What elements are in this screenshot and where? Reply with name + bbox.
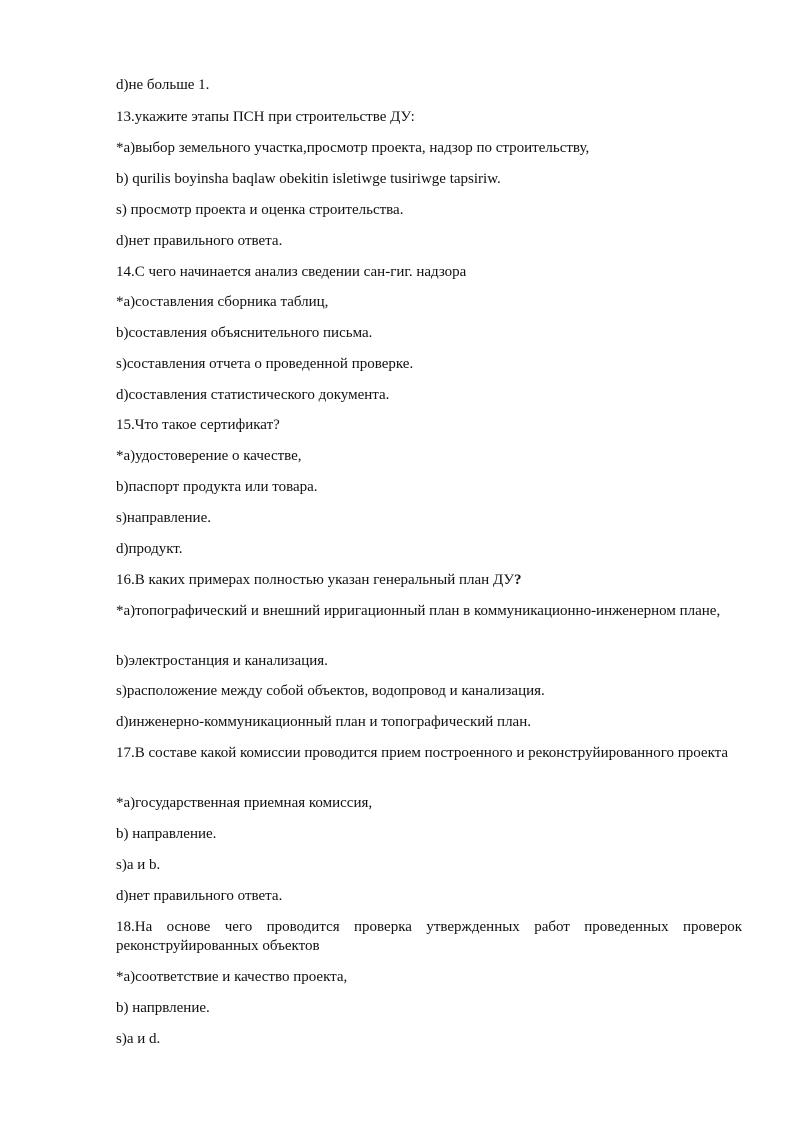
- question-17: 17.В составе какой комиссии проводится прием построенного и реконструйированного проекта: [116, 745, 729, 761]
- answer-a-q18: *а)соответствие и качество проекта,: [116, 969, 348, 985]
- answer-b-q17: b) направление.: [116, 826, 217, 842]
- answer-d-q15: d)продукт.: [116, 541, 183, 557]
- answer-s-q15: s)направление.: [116, 510, 211, 526]
- answer-d-q17: d)нет правильного ответа.: [116, 888, 283, 904]
- answer-a-q16: *а)топографический и внешний ирригационный план в коммуникационно-инженерном плане,: [116, 603, 721, 619]
- answer-s-q16: s)расположение между собой объектов, водопровод и канализация.: [116, 683, 545, 699]
- answer-d-q14: d)составления статистического документа.: [116, 387, 390, 403]
- answer-b-q16: b)электростанция и канализация.: [116, 653, 328, 669]
- question-13: 13.укажите этапы ПСН при строительстве ДУ:: [116, 109, 415, 125]
- question-16: [116, 571, 742, 590]
- answer-d-q12: d)не больше 1.: [116, 77, 210, 93]
- question-18: 18.На основе чего проводится проверка утвержденных работ проведенных проверок реконструйированных объектов: [116, 919, 742, 954]
- question-16-text: 16.В каких примерах полностью указан генеральный план ДУ: [116, 572, 514, 588]
- question-14: 14.С чего начинается анализ сведении сан-гиг. надзора: [116, 264, 467, 280]
- answer-b-q13: b) qurilis boyinsha baqlaw obekitin isletiwge tusiriwge tapsiriw.: [116, 171, 501, 187]
- question-16-mark: ?: [513, 572, 522, 588]
- answer-s-q17: s)a и b.: [116, 857, 161, 873]
- answer-s-q13: s) просмотр проекта и оценка строительства.: [116, 202, 404, 218]
- answer-b-q14: b)составления объяснительного письма.: [116, 325, 373, 341]
- answer-b-q18: b) напрвление.: [116, 1000, 210, 1016]
- answer-b-q15: b)паспорт продукта или товара.: [116, 479, 318, 495]
- answer-d-q13: d)нет правильного ответа.: [116, 233, 283, 249]
- answer-s-q18: s)a и d.: [116, 1031, 161, 1047]
- answer-a-q14: *а)составления сборника таблиц,: [116, 294, 329, 310]
- answer-d-q16: d)инженерно-коммуникационный план и топографический план.: [116, 714, 531, 730]
- question-15: 15.Что такое сертификат?: [116, 417, 280, 433]
- answer-a-q17: *а)государственная приемная комиссия,: [116, 795, 373, 811]
- answer-a-q15: *а)удостоверение о качестве,: [116, 448, 302, 464]
- answer-a-q13: *а)выбор земельного участка,просмотр проекта, надзор по строительству,: [116, 140, 590, 156]
- answer-s-q14: s)составления отчета о проведенной проверке.: [116, 356, 414, 372]
